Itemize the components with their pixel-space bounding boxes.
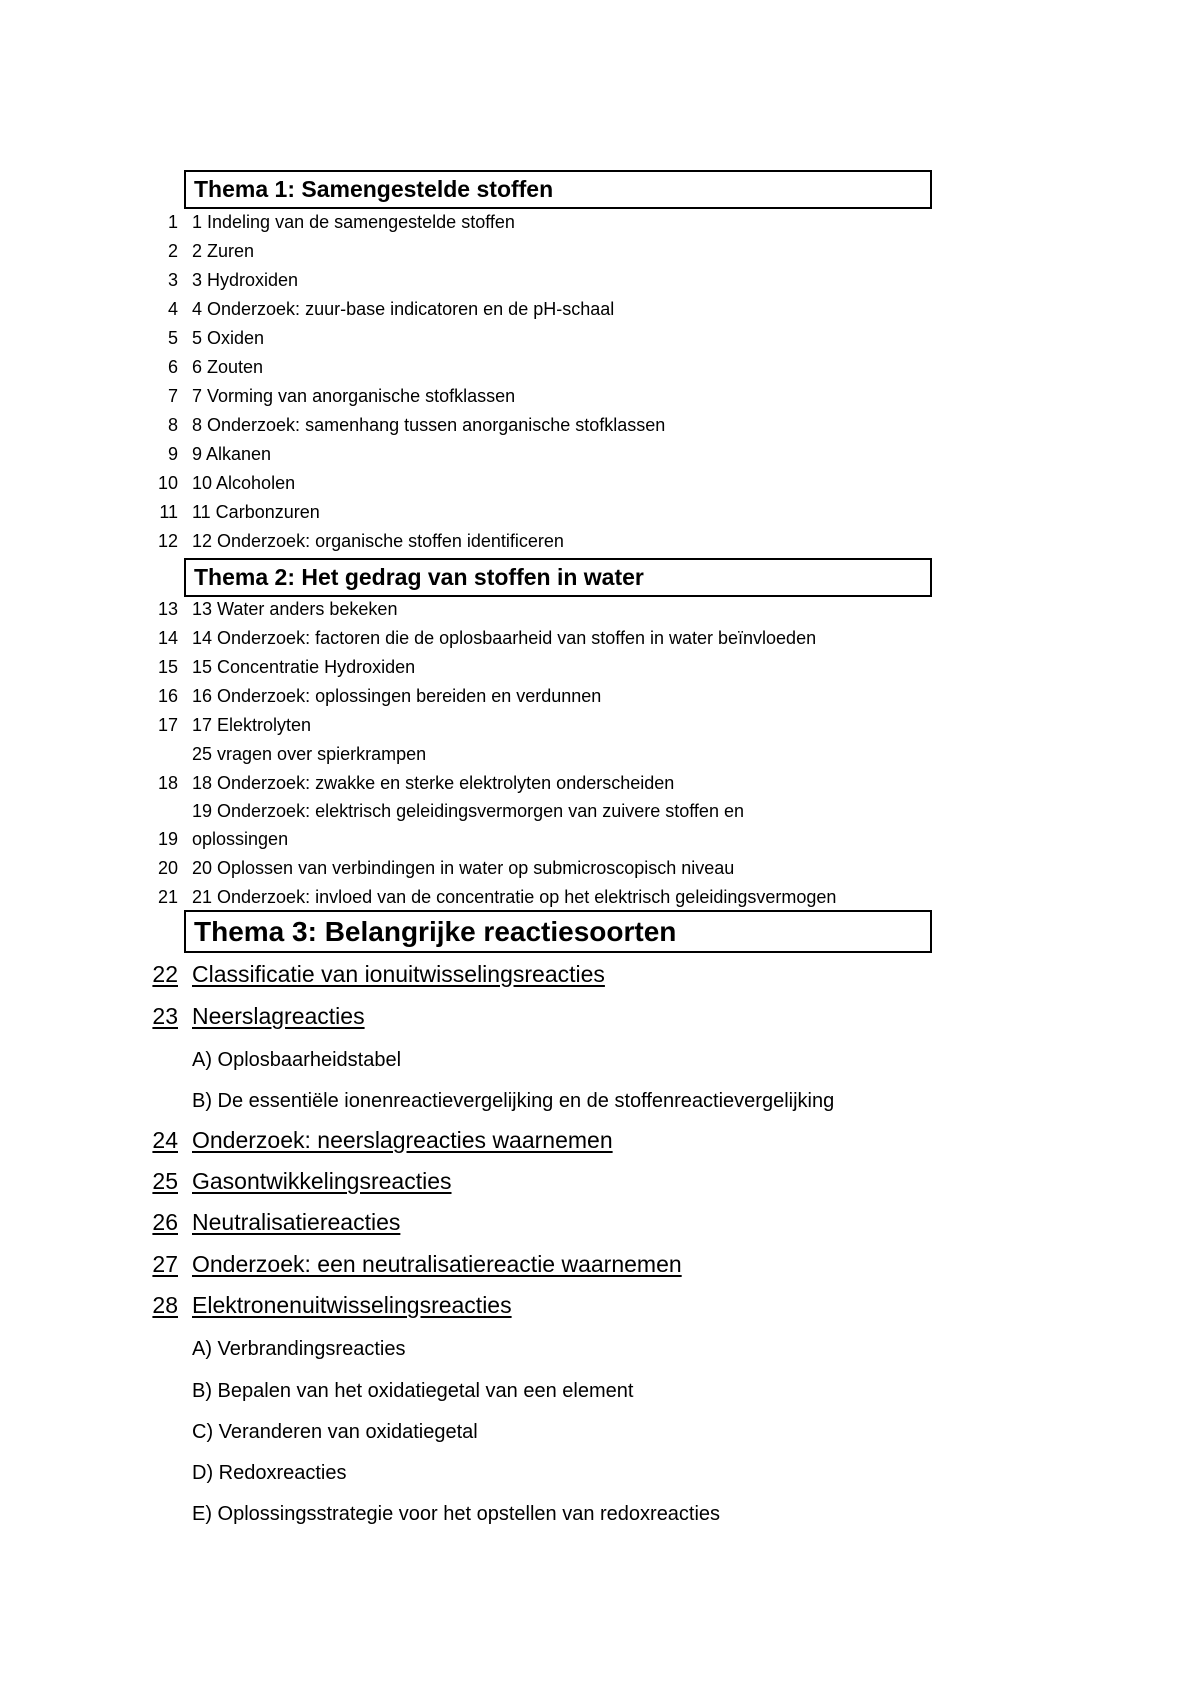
item-number: 14 bbox=[157, 628, 178, 648]
list-item bbox=[0, 270, 1200, 299]
item-text: 7 Vorming van anorganische stofklassen bbox=[192, 386, 516, 406]
item-number: 3 bbox=[167, 270, 178, 290]
list-item bbox=[0, 444, 1200, 473]
sub-item: E) Oplossingsstrategie voor het opstellen van redoxreacties bbox=[192, 1503, 721, 1525]
list-item bbox=[0, 1251, 1200, 1287]
theme-3-heading: Thema 3: Belangrijke reactiesoorten bbox=[184, 910, 932, 953]
item-number: 17 bbox=[157, 715, 178, 735]
item-text: 14 Onderzoek: factoren die de oplosbaarheid van stoffen in water beïnvloeden bbox=[192, 628, 817, 648]
item-text: 3 Hydroxiden bbox=[192, 270, 299, 290]
list-item bbox=[0, 212, 1200, 241]
item-text: 1 Indeling van de samengestelde stoffen bbox=[192, 212, 515, 232]
list-item bbox=[0, 1209, 1200, 1245]
list-item bbox=[0, 386, 1200, 415]
item-text: 21 Onderzoek: invloed van de concentratie op het elektrisch geleidingsvermogen bbox=[192, 887, 837, 907]
sub-item: C) Veranderen van oxidatiegetal bbox=[192, 1421, 478, 1443]
item-number: 28 bbox=[152, 1292, 178, 1318]
list-item bbox=[0, 328, 1200, 357]
item-number: 9 bbox=[167, 444, 178, 464]
list-item bbox=[0, 961, 1200, 997]
list-item bbox=[0, 773, 1200, 802]
item-text: Onderzoek: neerslagreacties waarnemen bbox=[192, 1127, 613, 1153]
list-item bbox=[0, 299, 1200, 328]
list-item bbox=[0, 1003, 1200, 1039]
list-item bbox=[0, 241, 1200, 270]
list-item bbox=[0, 715, 1200, 744]
sub-item: A) Oplosbaarheidstabel bbox=[192, 1049, 402, 1071]
sub-item: B) Bepalen van het oxidatiegetal van een element bbox=[192, 1380, 634, 1402]
item-text: 4 Onderzoek: zuur-base indicatoren en de pH-schaal bbox=[192, 299, 615, 319]
item-number: 26 bbox=[152, 1209, 178, 1235]
item-text: 5 Oxiden bbox=[192, 328, 265, 348]
item-number: 25 bbox=[152, 1168, 178, 1194]
item-number: 5 bbox=[167, 328, 178, 348]
item-text: 19 Onderzoek: elektrisch geleidingsvermorgen van zuivere stoffen en bbox=[192, 801, 744, 821]
item-text: 11 Carbonzuren bbox=[192, 502, 320, 522]
item-number: 18 bbox=[157, 773, 178, 793]
item-number: 6 bbox=[167, 357, 178, 377]
item-number: 13 bbox=[157, 599, 178, 619]
item-number: 2 bbox=[167, 241, 178, 261]
item-text: 2 Zuren bbox=[192, 241, 255, 261]
theme-2-heading: Thema 2: Het gedrag van stoffen in water bbox=[184, 558, 932, 597]
item-number: 11 bbox=[159, 502, 178, 522]
list-item bbox=[0, 628, 1200, 657]
item-number: 16 bbox=[157, 686, 178, 706]
list-item bbox=[0, 1292, 1200, 1328]
item-text: 18 Onderzoek: zwakke en sterke elektrolyten onderscheiden bbox=[192, 773, 675, 793]
list-item bbox=[0, 473, 1200, 502]
item-text: Neerslagreacties bbox=[192, 1003, 365, 1029]
sub-item: A) Verbrandingsreacties bbox=[192, 1338, 406, 1360]
list-item bbox=[0, 744, 1200, 773]
item-number: 22 bbox=[152, 961, 178, 987]
item-number: 7 bbox=[167, 386, 178, 406]
item-number: 1 bbox=[167, 212, 178, 232]
item-text: 6 Zouten bbox=[192, 357, 264, 377]
list-item bbox=[0, 415, 1200, 444]
list-item bbox=[0, 858, 1200, 887]
item-number: 21 bbox=[157, 887, 178, 907]
item-text: Gasontwikkelingsreacties bbox=[192, 1168, 452, 1194]
list-item bbox=[0, 357, 1200, 386]
item-text: 12 Onderzoek: organische stoffen identificeren bbox=[192, 531, 564, 551]
item-text: 10 Alcoholen bbox=[192, 473, 296, 493]
item-text: 13 Water anders bekeken bbox=[192, 599, 398, 619]
item-number: 4 bbox=[167, 299, 178, 319]
item-text: 15 Concentratie Hydroxiden bbox=[192, 657, 416, 677]
item-number: 12 bbox=[157, 531, 178, 551]
list-item bbox=[0, 599, 1200, 628]
item-text: 8 Onderzoek: samenhang tussen anorganische stofklassen bbox=[192, 415, 666, 435]
list-item bbox=[0, 801, 1200, 830]
item-number: 27 bbox=[152, 1251, 178, 1277]
list-item bbox=[0, 657, 1200, 686]
item-text: Neutralisatiereacties bbox=[192, 1209, 401, 1235]
item-number: 20 bbox=[157, 858, 178, 878]
item-text: Classificatie van ionuitwisselingsreacties bbox=[192, 961, 605, 987]
list-item bbox=[0, 1168, 1200, 1204]
sub-item: D) Redoxreacties bbox=[192, 1462, 347, 1484]
item-text: 16 Onderzoek: oplossingen bereiden en verdunnen bbox=[192, 686, 602, 706]
item-text: Elektronenuitwisselingsreacties bbox=[192, 1292, 512, 1318]
item-number: 24 bbox=[152, 1127, 178, 1153]
item-text: 17 Elektrolyten bbox=[192, 715, 312, 735]
item-text: 25 vragen over spierkrampen bbox=[192, 744, 427, 764]
item-number: 19 bbox=[157, 829, 178, 849]
sub-item: B) De essentiële ionenreactievergelijking en de stoffenreactievergelijking bbox=[192, 1090, 835, 1112]
item-text: Onderzoek: een neutralisatiereactie waarnemen bbox=[192, 1251, 682, 1277]
list-item bbox=[0, 531, 1200, 560]
item-number: 8 bbox=[167, 415, 178, 435]
theme-1-heading: Thema 1: Samengestelde stoffen bbox=[184, 170, 932, 209]
item-number: 23 bbox=[152, 1003, 178, 1029]
item-number: 15 bbox=[157, 657, 178, 677]
list-item bbox=[0, 502, 1200, 531]
item-text: 20 Oplossen van verbindingen in water op submicroscopisch niveau bbox=[192, 858, 735, 878]
list-item bbox=[0, 1127, 1200, 1163]
item-number: 10 bbox=[157, 473, 178, 493]
list-item bbox=[0, 829, 1200, 858]
list-item bbox=[0, 686, 1200, 715]
item-text: 9 Alkanen bbox=[192, 444, 272, 464]
item-text: oplossingen bbox=[192, 829, 289, 849]
